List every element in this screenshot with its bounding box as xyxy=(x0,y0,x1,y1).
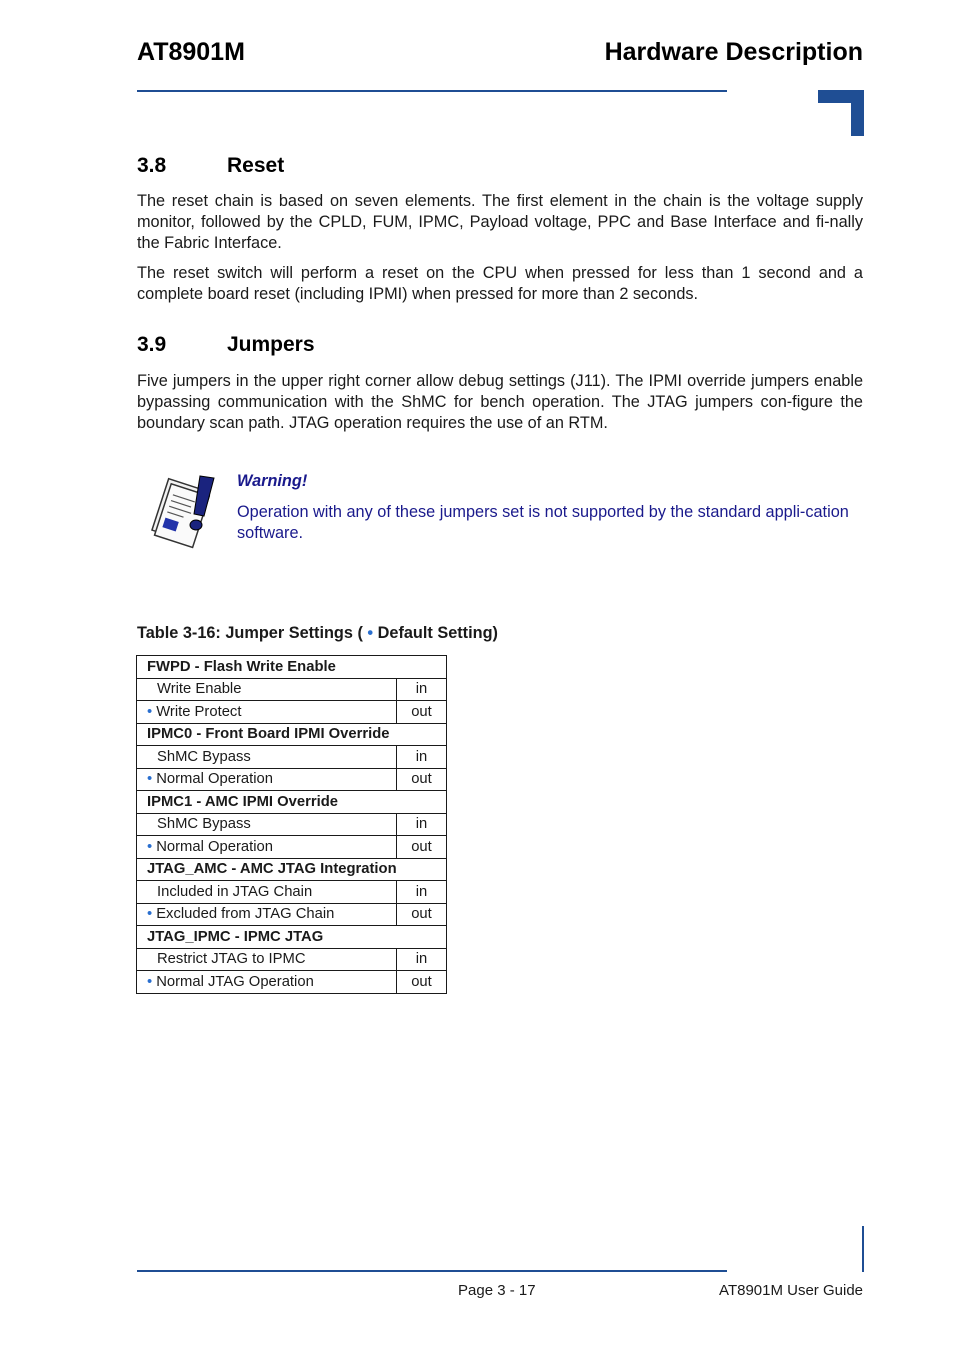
option-label-text: Restrict JTAG to IPMC xyxy=(157,951,306,968)
header-product-title: AT8901M xyxy=(137,38,245,66)
option-label-text: Excluded from JTAG Chain xyxy=(156,906,335,923)
option-label xyxy=(137,836,397,859)
header-chapter-title: Hardware Description xyxy=(604,38,863,66)
option-label xyxy=(137,903,397,926)
option-label-text: Normal Operation xyxy=(156,838,273,855)
section-heading-jumpers xyxy=(137,333,315,357)
default-bullet-icon: • xyxy=(147,771,153,788)
option-value: out xyxy=(397,971,447,994)
table-group-row xyxy=(137,723,447,746)
header-rule xyxy=(137,90,727,92)
option-label xyxy=(137,813,397,836)
table-caption-prefix: Table 3-16: Jumper Settings ( xyxy=(137,624,368,642)
group-title: FWPD - Flash Write Enable xyxy=(137,656,447,679)
section-number: 3.9 xyxy=(137,333,167,356)
warning-text: Operation with any of these jumpers set is not supported by the standard appli-cation software. xyxy=(237,503,849,542)
option-label xyxy=(137,948,397,971)
table-caption-bullet: • xyxy=(367,624,374,642)
table-row xyxy=(137,701,447,724)
option-label xyxy=(137,768,397,791)
table-row xyxy=(137,881,447,904)
document-title: AT8901M User Guide xyxy=(719,1282,863,1299)
option-label xyxy=(137,881,397,904)
warning-document-exclamation-icon xyxy=(140,470,220,552)
option-value: out xyxy=(397,768,447,791)
table-group-row xyxy=(137,858,447,881)
table-row xyxy=(137,813,447,836)
table-row xyxy=(137,971,447,994)
option-value: out xyxy=(397,701,447,724)
default-bullet-icon: • xyxy=(147,703,153,720)
table-group-row xyxy=(137,791,447,814)
option-label xyxy=(137,701,397,724)
option-value: in xyxy=(397,948,447,971)
section-number: 3.8 xyxy=(137,154,167,177)
group-title: IPMC1 - AMC IPMI Override xyxy=(137,791,447,814)
paragraph: Five jumpers in the upper right corner allow debug settings (J11). The IPMI override jumpers enable bypassing communication with the ShMC for bench operation. The JTAG jumpers con-figure the boundary scan path. JTAG operation requires the use of an RTM. xyxy=(137,372,863,432)
option-value: in xyxy=(397,746,447,769)
default-bullet-icon: • xyxy=(147,973,153,990)
option-value: out xyxy=(397,836,447,859)
footer-rule xyxy=(137,1270,727,1272)
table-row xyxy=(137,903,447,926)
header-corner-mark xyxy=(818,90,864,136)
option-label-text: Normal JTAG Operation xyxy=(156,973,314,990)
option-label xyxy=(137,746,397,769)
section-title: Jumpers xyxy=(227,333,315,356)
section-title: Reset xyxy=(227,154,285,177)
warning-title: Warning! xyxy=(237,472,308,490)
table-group-row xyxy=(137,656,447,679)
table-row xyxy=(137,746,447,769)
table-row xyxy=(137,948,447,971)
group-title: JTAG_AMC - AMC JTAG Integration xyxy=(137,858,447,881)
table-row xyxy=(137,678,447,701)
option-value: in xyxy=(397,678,447,701)
option-value: out xyxy=(397,903,447,926)
footer-corner-mark xyxy=(818,1226,864,1272)
table-row xyxy=(137,768,447,791)
page-number: Page 3 - 17 xyxy=(458,1282,536,1299)
default-bullet-icon: • xyxy=(147,906,153,923)
table-caption xyxy=(137,624,498,643)
group-title: IPMC0 - Front Board IPMI Override xyxy=(137,723,447,746)
default-bullet-icon: • xyxy=(147,838,153,855)
option-label-text: ShMC Bypass xyxy=(157,816,251,833)
option-label-text: Write Enable xyxy=(157,681,242,698)
table-caption-suffix: Default Setting) xyxy=(373,624,498,642)
option-value: in xyxy=(397,813,447,836)
option-value: in xyxy=(397,881,447,904)
table-group-row xyxy=(137,926,447,949)
section-heading-reset xyxy=(137,154,284,178)
group-title: JTAG_IPMC - IPMC JTAG xyxy=(137,926,447,949)
option-label xyxy=(137,678,397,701)
option-label-text: Normal Operation xyxy=(156,771,273,788)
option-label-text: ShMC Bypass xyxy=(157,748,251,765)
option-label-text: Write Protect xyxy=(156,703,242,720)
table-row xyxy=(137,836,447,859)
jumper-settings-table xyxy=(136,655,447,994)
paragraph: The reset chain is based on seven elements. The first element in the chain is the voltage supply monitor, followed by the CPLD, FUM, IPMC, Payload voltage, PPC and Base Interface and fi-nally the Fabric Interface. xyxy=(137,192,863,252)
paragraph: The reset switch will perform a reset on the CPU when pressed for less than 1 second and a complete board reset (including IPMI) when pressed for more than 2 seconds. xyxy=(137,264,863,303)
option-label-text: Included in JTAG Chain xyxy=(157,883,313,900)
option-label xyxy=(137,971,397,994)
